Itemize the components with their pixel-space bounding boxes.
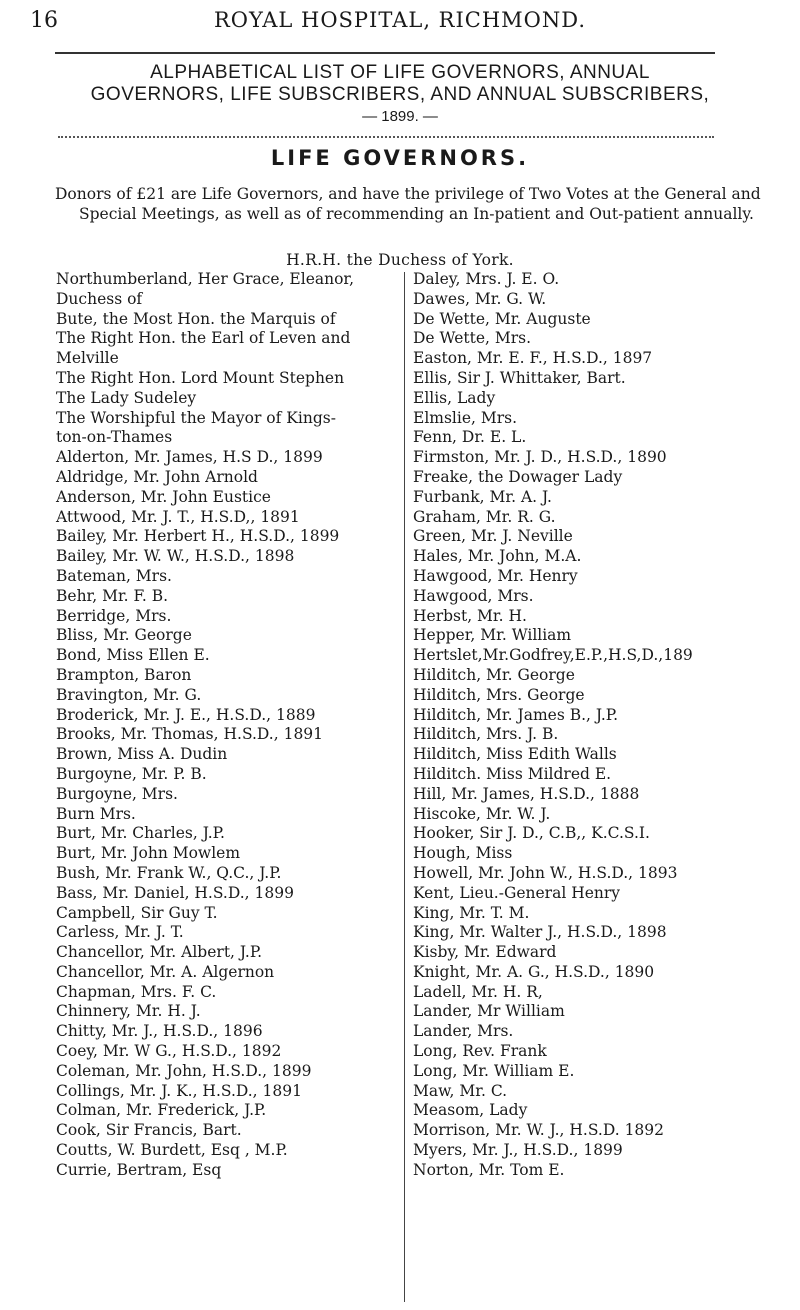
list-title-line-2: GOVERNORS, LIFE SUBSCRIBERS, AND ANNUAL SUBSCRIBERS, (90, 84, 710, 105)
governor-entry: Lander, Mrs. (413, 1022, 514, 1041)
governor-entry: Kisby, Mr. Edward (413, 943, 557, 962)
governor-entry: Aldridge, Mr. John Arnold (56, 467, 258, 486)
governor-entry: Bateman, Mrs. (56, 566, 172, 585)
governor-entry: Ellis, Lady (413, 388, 496, 407)
governor-entry: Burn Mrs. (56, 804, 136, 823)
governor-entry: Maw, Mr. C. (413, 1081, 508, 1100)
governor-entry: ton-on-Thames (56, 428, 173, 447)
governor-entry: Long, Mr. William E. (413, 1061, 575, 1080)
governor-entry: Bravington, Mr. G. (56, 685, 202, 704)
governor-entry: Fenn, Dr. E. L. (413, 428, 527, 447)
right-column (413, 270, 793, 1181)
governor-entry: Carless, Mr. J. T. (56, 923, 184, 942)
governor-entry: Hawgood, Mrs. (413, 586, 534, 605)
governor-entry: De Wette, Mrs. (413, 329, 532, 348)
governor-entry: Alderton, Mr. James, H.S D., 1899 (56, 448, 323, 467)
governor-entry: Hilditch. Miss Mildred E. (413, 764, 612, 783)
governor-entry: Lander, Mr William (413, 1002, 565, 1021)
governor-entry: Kent, Lieu.-General Henry (413, 883, 621, 902)
governor-entry: Daley, Mrs. J. E. O. (413, 270, 560, 288)
governor-entry: Brown, Miss A. Dudin (56, 745, 228, 764)
governor-entry: Broderick, Mr. J. E., H.S.D., 1889 (56, 705, 316, 724)
governor-entry: Furbank, Mr. A. J. (413, 487, 552, 506)
governor-entry: Elmslie, Mrs. (413, 408, 518, 427)
governor-entry: The Lady Sudeley (56, 388, 197, 407)
governor-entry: Burgoyne, Mrs. (56, 784, 178, 803)
governor-entry: Freake, the Dowager Lady (413, 467, 623, 486)
governor-entry: Easton, Mr. E. F., H.S.D., 1897 (413, 349, 653, 368)
governor-entry: Burt, Mr. John Mowlem (56, 844, 241, 863)
left-column (56, 270, 401, 1181)
governor-entry: Morrison, Mr. W. J., H.S.D. 1892 (413, 1121, 665, 1140)
governor-entry: King, Mr. Walter J., H.S.D., 1898 (413, 923, 667, 942)
governor-entry: Norton, Mr. Tom E. (413, 1160, 565, 1179)
governor-entry: Northumberland, Her Grace, Eleanor, (56, 270, 355, 288)
governor-entry: Bush, Mr. Frank W., Q.C., J.P. (56, 863, 282, 882)
governor-entry: Bass, Mr. Daniel, H.S.D., 1899 (56, 883, 294, 902)
governor-entry: Hepper, Mr. William (413, 626, 572, 645)
governor-entry: Coleman, Mr. John, H.S.D., 1899 (56, 1061, 312, 1080)
page-number: 16 (30, 8, 58, 33)
governor-entry: Howell, Mr. John W., H.S.D., 1893 (413, 863, 678, 882)
governor-entry: Chinnery, Mr. H. J. (56, 1002, 201, 1021)
governor-entry: Cook, Sir Francis, Bart. (56, 1121, 242, 1140)
governor-entry: Chitty, Mr. J., H.S.D., 1896 (56, 1022, 263, 1041)
governor-entry: Anderson, Mr. John Eustice (56, 487, 271, 506)
governor-entry: Collings, Mr. J. K., H.S.D., 1891 (56, 1081, 302, 1100)
governor-entry: Knight, Mr. A. G., H.S.D., 1890 (413, 962, 655, 981)
list-title-line-1: ALPHABETICAL LIST OF LIFE GOVERNORS, ANNUAL (150, 62, 650, 83)
governor-entry: Berridge, Mrs. (56, 606, 172, 625)
governor-entry: Hough, Miss (413, 844, 513, 863)
governor-entry: Brooks, Mr. Thomas, H.S.D., 1891 (56, 725, 324, 744)
governor-entry: Behr, Mr. F. B. (56, 586, 169, 605)
governor-entry: Burgoyne, Mr. P. B. (56, 764, 207, 783)
governor-entry: Chancellor, Mr. Albert, J.P. (56, 943, 263, 962)
governor-entry: Hilditch, Mr. George (413, 665, 575, 684)
governor-entry: Myers, Mr. J., H.S.D., 1899 (413, 1141, 623, 1160)
governor-entry: Hooker, Sir J. D., C.B,, K.C.S.I. (413, 824, 650, 843)
list-title (40, 62, 760, 106)
governor-entry: Herbst, Mr. H. (413, 606, 527, 625)
section-intro: Donors of £21 are Life Governors, and have the privilege of Two Votes at the General and Special Meetings, as well as of recommending an In-patient and Out-patient annually. (55, 185, 761, 223)
governor-entry: Duchess of (56, 289, 143, 308)
governor-entry: King, Mr. T. M. (413, 903, 530, 922)
governor-entry: Chancellor, Mr. A. Algernon (56, 962, 275, 981)
dotted-rule (58, 136, 714, 138)
governor-entry: Brampton, Baron (56, 665, 192, 684)
governor-entry: Melville (56, 349, 119, 368)
governor-entry: Bond, Miss Ellen E. (56, 646, 210, 665)
governor-entry: Bute, the Most Hon. the Marquis of (56, 309, 336, 328)
governor-entry: Bliss, Mr. George (56, 626, 192, 645)
running-head: ROYAL HOSPITAL, RICHMOND. (213, 8, 587, 32)
governor-entry: Coey, Mr. W G., H.S.D., 1892 (56, 1042, 282, 1061)
governor-entry: Firmston, Mr. J. D., H.S.D., 1890 (413, 448, 667, 467)
governor-entry: Hawgood, Mr. Henry (413, 566, 578, 585)
governor-entry: Bailey, Mr. Herbert H., H.S.D., 1899 (56, 527, 340, 546)
governor-entry: Ellis, Sir J. Whittaker, Bart. (413, 368, 626, 387)
column-divider (404, 272, 405, 1302)
governor-entry: Hertslet,Mr.Godfrey,E.P.,H.S,D.,189 (413, 646, 693, 665)
governor-entry: Attwood, Mr. J. T., H.S.D,, 1891 (56, 507, 300, 526)
governor-entry: Green, Mr. J. Neville (413, 527, 573, 546)
governor-entry: Burt, Mr. Charles, J.P. (56, 824, 225, 843)
list-year: — 1899. — (362, 108, 438, 125)
governor-entry: Colman, Mr. Frederick, J.P. (56, 1101, 267, 1120)
governor-entry: Bailey, Mr. W. W., H.S.D., 1898 (56, 547, 295, 566)
section-heading: LIFE GOVERNORS. (270, 146, 530, 170)
governor-entry: Coutts, W. Burdett, Esq , M.P. (56, 1141, 288, 1160)
governor-entry: Currie, Bertram, Esq (56, 1160, 222, 1179)
governor-entry: Hill, Mr. James, H.S.D., 1888 (413, 784, 640, 803)
governor-entry: The Worshipful the Mayor of Kings- (56, 408, 336, 427)
governor-entry: Hilditch, Mrs. George (413, 685, 585, 704)
governor-entry: Measom, Lady (413, 1101, 528, 1120)
top-rule (55, 52, 715, 54)
governor-entry: Hilditch, Mrs. J. B. (413, 725, 559, 744)
governor-entry: The Right Hon. Lord Mount Stephen (56, 368, 345, 387)
patron-line: H.R.H. the Duchess of York. (286, 251, 514, 269)
governor-entry: Chapman, Mrs. F. C. (56, 982, 217, 1001)
governor-entry: Ladell, Mr. H. R, (413, 982, 543, 1001)
governor-entry: Hales, Mr. John, M.A. (413, 547, 582, 566)
governor-entry: Hilditch, Miss Edith Walls (413, 745, 617, 764)
governor-entry: The Right Hon. the Earl of Leven and (56, 329, 351, 348)
governor-entry: Hilditch, Mr. James B., J.P. (413, 705, 619, 724)
governor-entry: Long, Rev. Frank (413, 1042, 547, 1061)
governor-entry: Dawes, Mr. G. W. (413, 289, 547, 308)
governor-entry: Graham, Mr. R. G. (413, 507, 556, 526)
governor-entry: Hiscoke, Mr. W. J. (413, 804, 551, 823)
governor-entry: Campbell, Sir Guy T. (56, 903, 218, 922)
page-header (30, 8, 770, 48)
governor-entry: De Wette, Mr. Auguste (413, 309, 591, 328)
